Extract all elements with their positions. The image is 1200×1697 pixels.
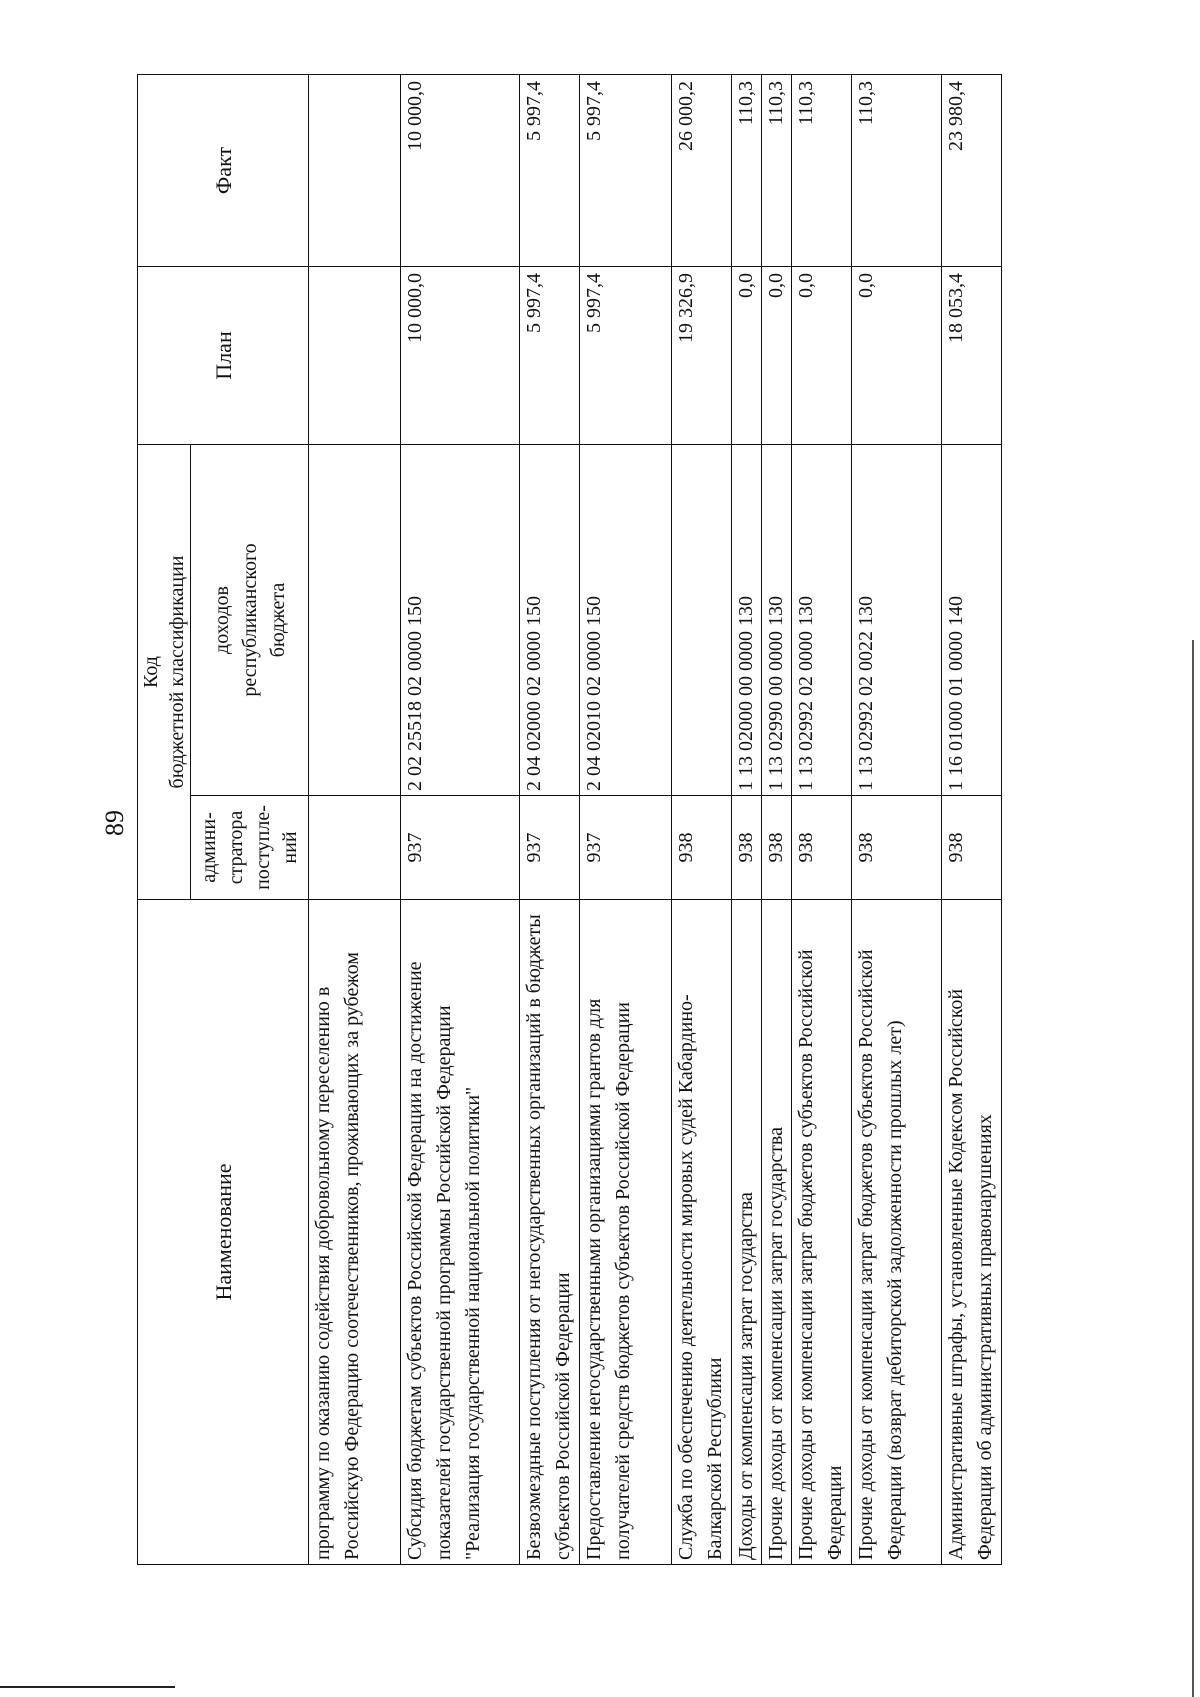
table-row [852,74,942,1564]
budget-revenue-table [137,74,1002,1565]
row-plan-value [309,266,401,444]
row-admin-code: 938 [792,796,852,900]
row-fact-value: 110,3 [852,74,942,266]
header-plan: План [138,266,309,444]
table-row [520,74,580,1564]
table-row [672,74,732,1564]
row-plan-value: 18 053,4 [942,266,1002,444]
rotated-page-content [137,75,1057,1565]
row-admin-code: 937 [580,796,672,900]
row-revenue-code: 1 13 02990 00 0000 130 [762,444,792,795]
row-revenue-code: 2 04 02000 02 0000 150 [520,444,580,795]
header-fact: Факт [138,74,309,266]
row-plan-value: 0,0 [762,266,792,444]
row-name: Доходы от компенсации затрат государства [732,900,762,1565]
row-admin-code: 938 [852,796,942,900]
row-fact-value: 26 000,2 [672,74,732,266]
row-name: Прочие доходы от компенсации затрат бюджетов субъектов Российской Федерации [792,900,852,1565]
header-administrator: админи- стратора поступле- ний [191,796,309,900]
row-admin-code: 938 [672,796,732,900]
scan-edge-line-right [1192,640,1194,1697]
row-name: Прочие доходы от компенсации затрат государства [762,900,792,1565]
row-fact-value: 5 997,4 [580,74,672,266]
row-admin-code [309,796,401,900]
row-revenue-code: 2 04 02010 02 0000 150 [580,444,672,795]
table-row [762,74,792,1564]
row-plan-value: 19 326,9 [672,266,732,444]
row-admin-code: 938 [732,796,762,900]
row-plan-value: 0,0 [852,266,942,444]
row-fact-value: 110,3 [792,74,852,266]
row-fact-value: 110,3 [762,74,792,266]
row-name: Служба по обеспечению деятельности мировых судей Кабардино-Балкарской Республики [672,900,732,1565]
row-admin-code: 937 [520,796,580,900]
table-row [732,74,762,1564]
row-name: Предоставление негосударственными организациями грантов для получателей средств бюджетов субъектов Российской Федерации [580,900,672,1565]
row-revenue-code: 2 02 25518 02 0000 150 [401,444,520,795]
table-row [942,74,1002,1564]
row-fact-value: 5 997,4 [520,74,580,266]
page-number: 89 [100,810,129,836]
row-name: программу по оказанию содействия добровольному переселению в Российскую Федерацию соотечественников, проживающих за рубежом [309,900,401,1565]
row-plan-value: 10 000,0 [401,266,520,444]
row-name: Субсидия бюджетам субъектов Российской Федерации на достижение показателей государственной программы Российской Федерации "Реализация государственной национальной политики" [401,900,520,1565]
table-body [309,74,1002,1564]
row-plan-value: 5 997,4 [520,266,580,444]
row-plan-value: 5 997,4 [580,266,672,444]
row-admin-code: 937 [401,796,520,900]
row-plan-value: 0,0 [732,266,762,444]
row-revenue-code: 1 13 02992 02 0000 130 [792,444,852,795]
row-name: Безвозмездные поступления от негосударственных организаций в бюджеты субъектов Российской Федерации [520,900,580,1565]
row-revenue-code: 1 16 01000 01 0000 140 [942,444,1002,795]
table-row [580,74,672,1564]
row-name: Прочие доходы от компенсации затрат бюджетов субъектов Российской Федерации (возврат дебиторской задолженности прошлых лет) [852,900,942,1565]
row-fact-value: 23 980,4 [942,74,1002,266]
row-revenue-code: 1 13 02000 00 0000 130 [732,444,762,795]
header-code-group: Код бюджетной классификации [138,444,191,899]
row-plan-value: 0,0 [792,266,852,444]
row-revenue-code [672,444,732,795]
row-revenue-code: 1 13 02992 02 0022 130 [852,444,942,795]
row-fact-value [309,74,401,266]
row-admin-code: 938 [762,796,792,900]
row-revenue-code [309,444,401,795]
header-revenue-code: доходов республиканского бюджета [191,444,309,795]
table-row [792,74,852,1564]
row-admin-code: 938 [942,796,1002,900]
table-row [401,74,520,1564]
row-fact-value: 110,3 [732,74,762,266]
header-name: Наименование [138,900,309,1565]
table-row [309,74,401,1564]
row-fact-value: 10 000,0 [401,74,520,266]
scan-edge-line [0,1686,175,1688]
row-name: Административные штрафы, установленные Кодексом Российской Федерации об административных правонарушениях [942,900,1002,1565]
